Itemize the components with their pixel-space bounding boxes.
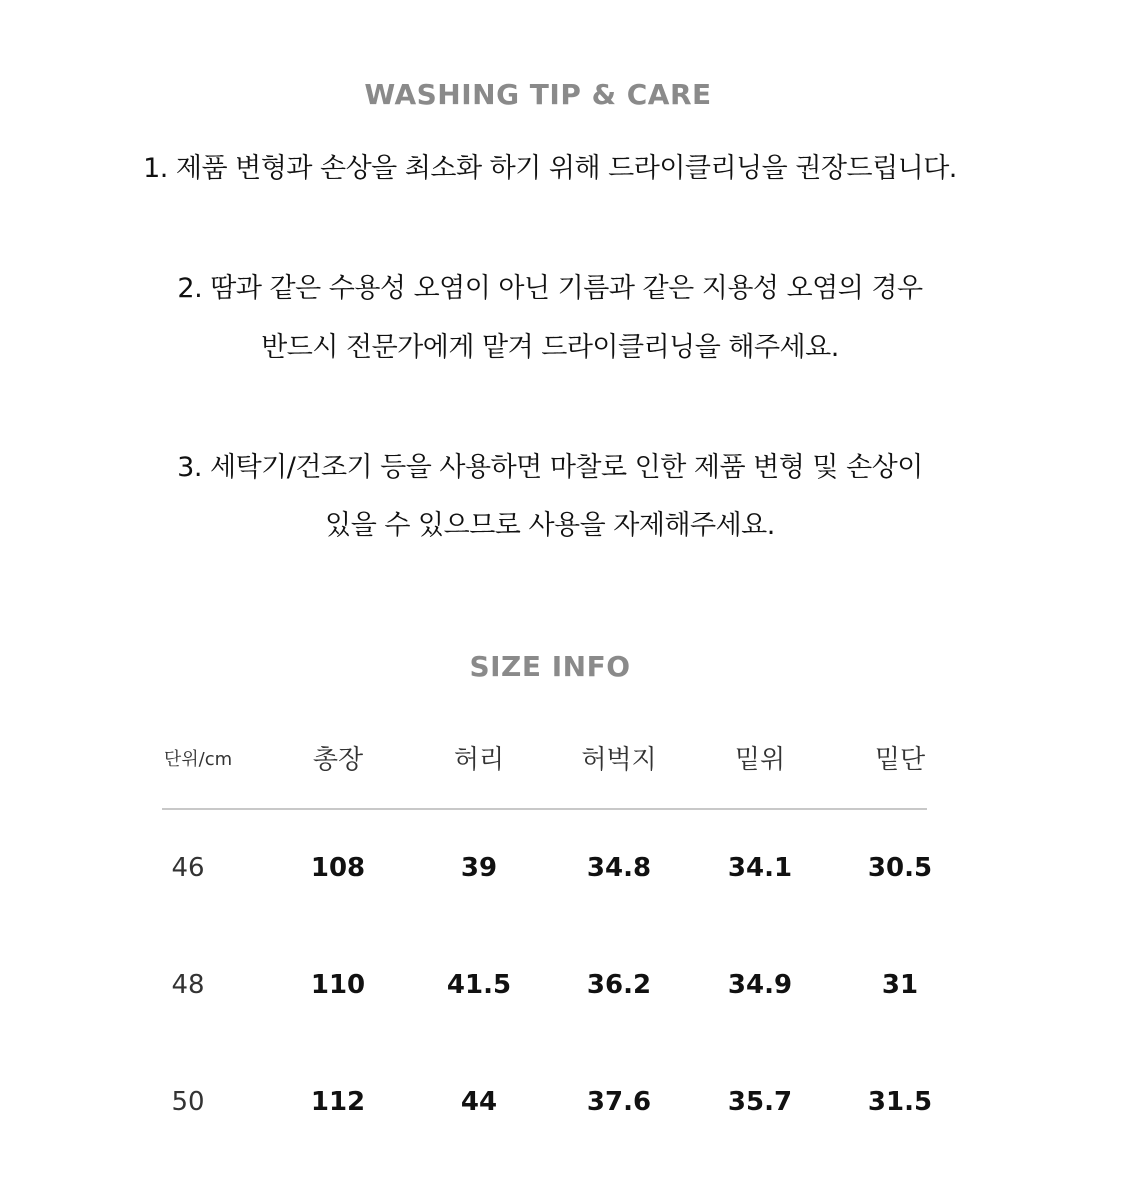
size-label: 50: [171, 1087, 205, 1117]
header-waist: 허리: [453, 745, 505, 775]
thigh-value: 36.2: [586, 970, 652, 1000]
care-tip-3-line-2: 있을 수 있으므로 사용을 자제해주세요.: [325, 510, 775, 541]
hem-value: 31: [881, 970, 919, 1000]
waist-value: 44: [460, 1087, 498, 1117]
header-rise: 밑위: [734, 745, 786, 775]
table-row: [162, 1082, 933, 1122]
table-row: [162, 848, 933, 888]
care-tip-3-line-1: 3. 세탁기/건조기 등을 사용하면 마찰로 인한 제품 변형 및 손상이: [177, 452, 923, 483]
table-row: [162, 965, 927, 1005]
waist-value: 41.5: [446, 970, 512, 1000]
header-total-length: 총장: [312, 745, 364, 775]
thigh-value: 37.6: [586, 1087, 652, 1117]
rise-value: 34.1: [727, 853, 793, 883]
total-length-value: 110: [310, 970, 366, 1000]
thigh-value: 34.8: [586, 853, 652, 883]
hem-value: 30.5: [867, 853, 933, 883]
header-thigh: 허벅지: [581, 745, 657, 775]
washing-tip-title: WASHING TIP & CARE: [364, 78, 712, 111]
care-tip-2-line-1: 2. 땀과 같은 수용성 오염이 아닌 기름과 같은 지용성 오염의 경우: [177, 273, 923, 304]
table-header-row: [162, 740, 927, 780]
total-length-value: 112: [310, 1087, 366, 1117]
hem-value: 31.5: [867, 1087, 933, 1117]
rise-value: 34.9: [727, 970, 793, 1000]
rise-value: 35.7: [727, 1087, 793, 1117]
care-tip-1: 1. 제품 변형과 손상을 최소화 하기 위해 드라이클리닝을 권장드립니다.: [143, 153, 957, 184]
waist-value: 39: [460, 853, 498, 883]
header-unit: 단위/cm: [163, 749, 233, 770]
size-info-title: SIZE INFO: [469, 650, 631, 683]
care-tip-2-line-2: 반드시 전문가에게 맡겨 드라이클리닝을 해주세요.: [261, 332, 839, 363]
size-label: 46: [171, 853, 205, 883]
total-length-value: 108: [310, 853, 366, 883]
header-divider: [162, 808, 927, 810]
size-label: 48: [171, 970, 205, 1000]
header-hem: 밑단: [874, 745, 926, 775]
